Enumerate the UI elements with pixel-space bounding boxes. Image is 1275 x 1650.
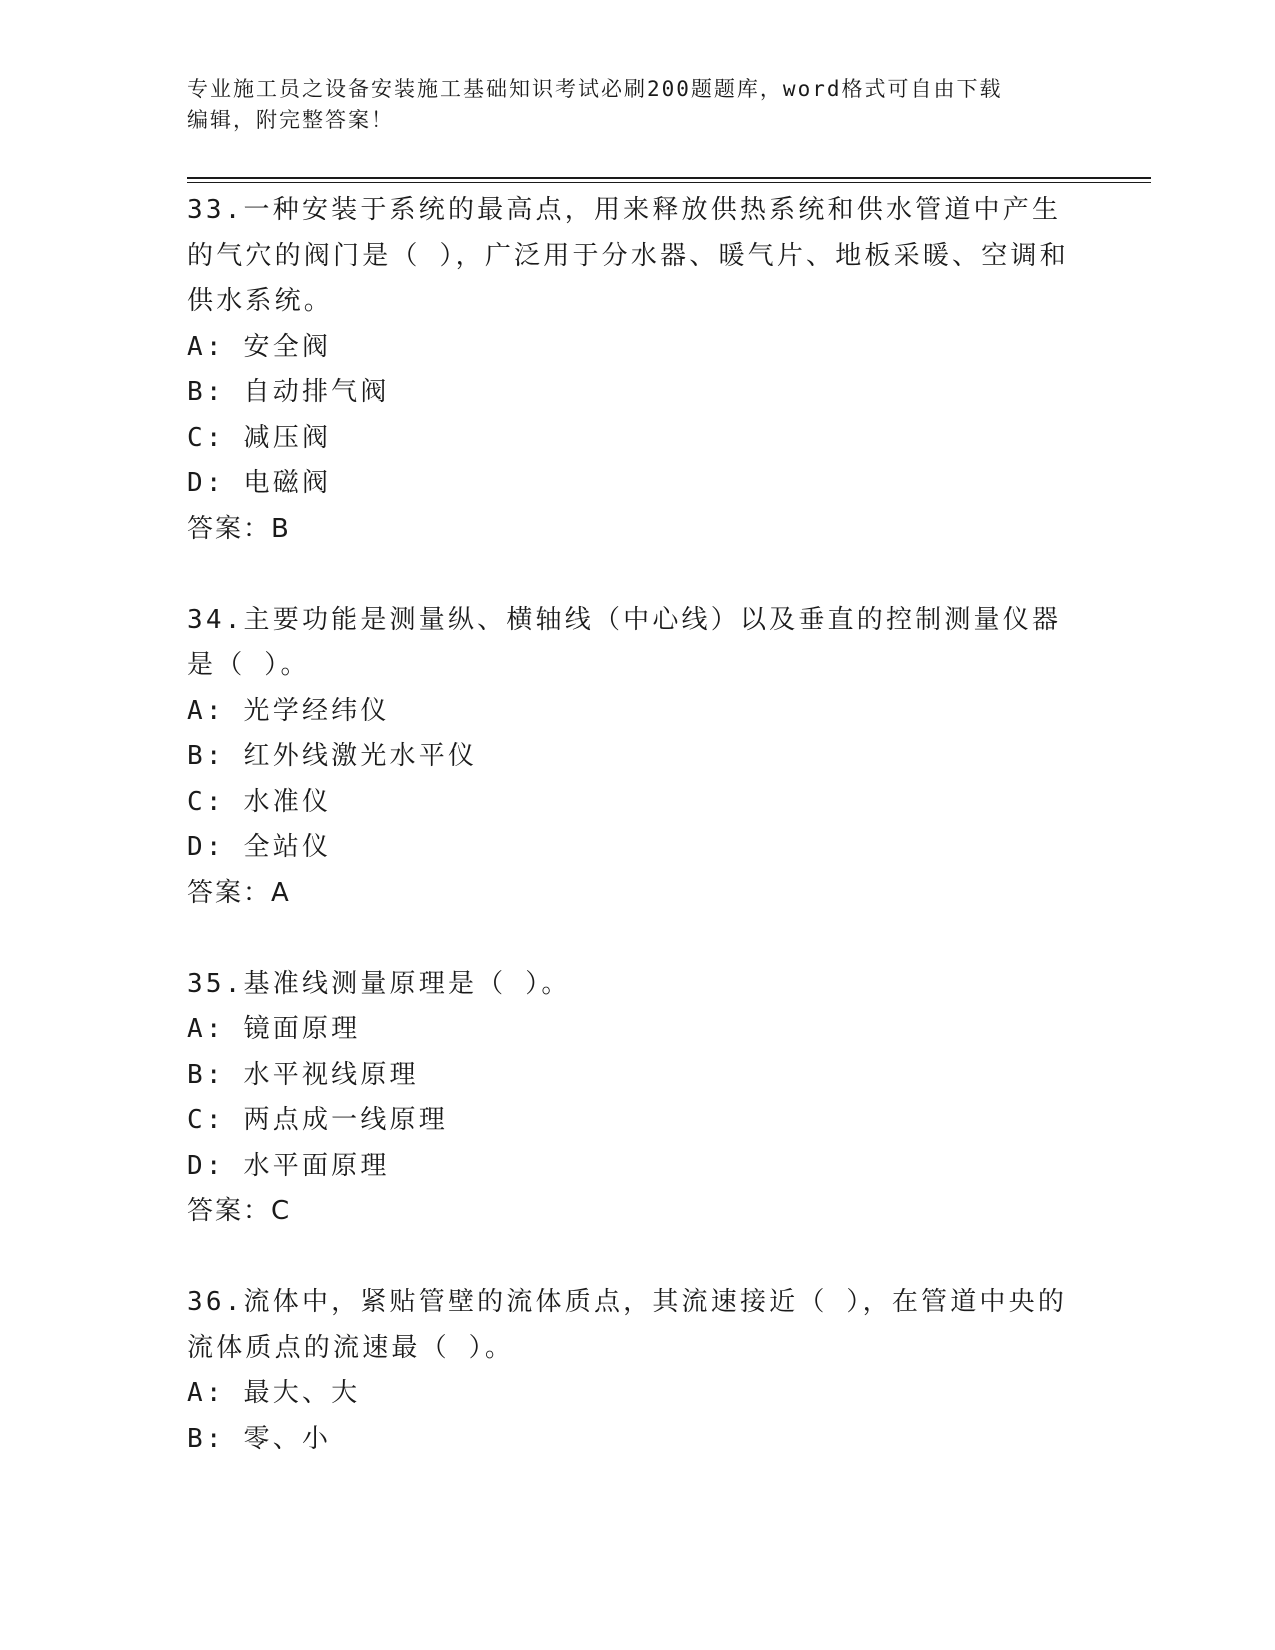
question-35 [187,962,1087,1235]
option-b: B: 自动排气阀 [187,377,390,407]
question-stem: 36.流体中，紧贴管壁的流体质点，其流速接近（ ），在管道中央的流体质点的流速最（ ）。 [187,1287,1068,1363]
question-stem: 34.主要功能是测量纵、横轴线（中心线）以及垂直的控制测量仪器是（ ）。 [187,604,1062,680]
question-33 [187,188,1087,552]
option-b: B: 水平视线原理 [187,1059,419,1090]
answer-line: 答案：C [187,1196,292,1226]
option-c: C: 两点成一线原理 [187,1105,448,1135]
option-c: C: 减压阀 [187,422,332,453]
header-line-1: 专业施工员之设备安装施工基础知识考试必刷200题题库，word格式可自由下载 [187,77,1003,101]
question-36 [187,1280,1087,1462]
option-a: A: 最大、大 [187,1378,361,1408]
option-a: A: 光学经纬仪 [187,695,390,726]
question-34 [187,598,1087,917]
header-divider-thick [187,177,1151,179]
option-b: B: 零、小 [187,1423,332,1454]
question-list [187,188,1087,1508]
option-d: D: 全站仪 [187,832,332,862]
option-d: D: 水平面原理 [187,1150,390,1181]
option-d: D: 电磁阀 [187,468,332,498]
option-a: A: 安全阀 [187,331,332,362]
option-c: C: 水准仪 [187,786,332,817]
answer-line: 答案：A [187,877,291,908]
header-divider-thin [187,182,1151,183]
option-a: A: 镜面原理 [187,1014,361,1044]
document-header [187,74,1087,136]
option-b: B: 红外线激光水平仪 [187,741,478,771]
question-stem: 33.一种安装于系统的最高点，用来释放供热系统和供水管道中产生的气穴的阀门是（ ），广泛用于分水器、暖气片、地板采暖、空调和供水系统。 [187,195,1069,316]
header-line-2: 编辑，附完整答案！ [187,108,394,132]
answer-line: 答案：B [187,513,291,544]
question-stem: 35.基准线测量原理是（ ）。 [187,968,571,999]
